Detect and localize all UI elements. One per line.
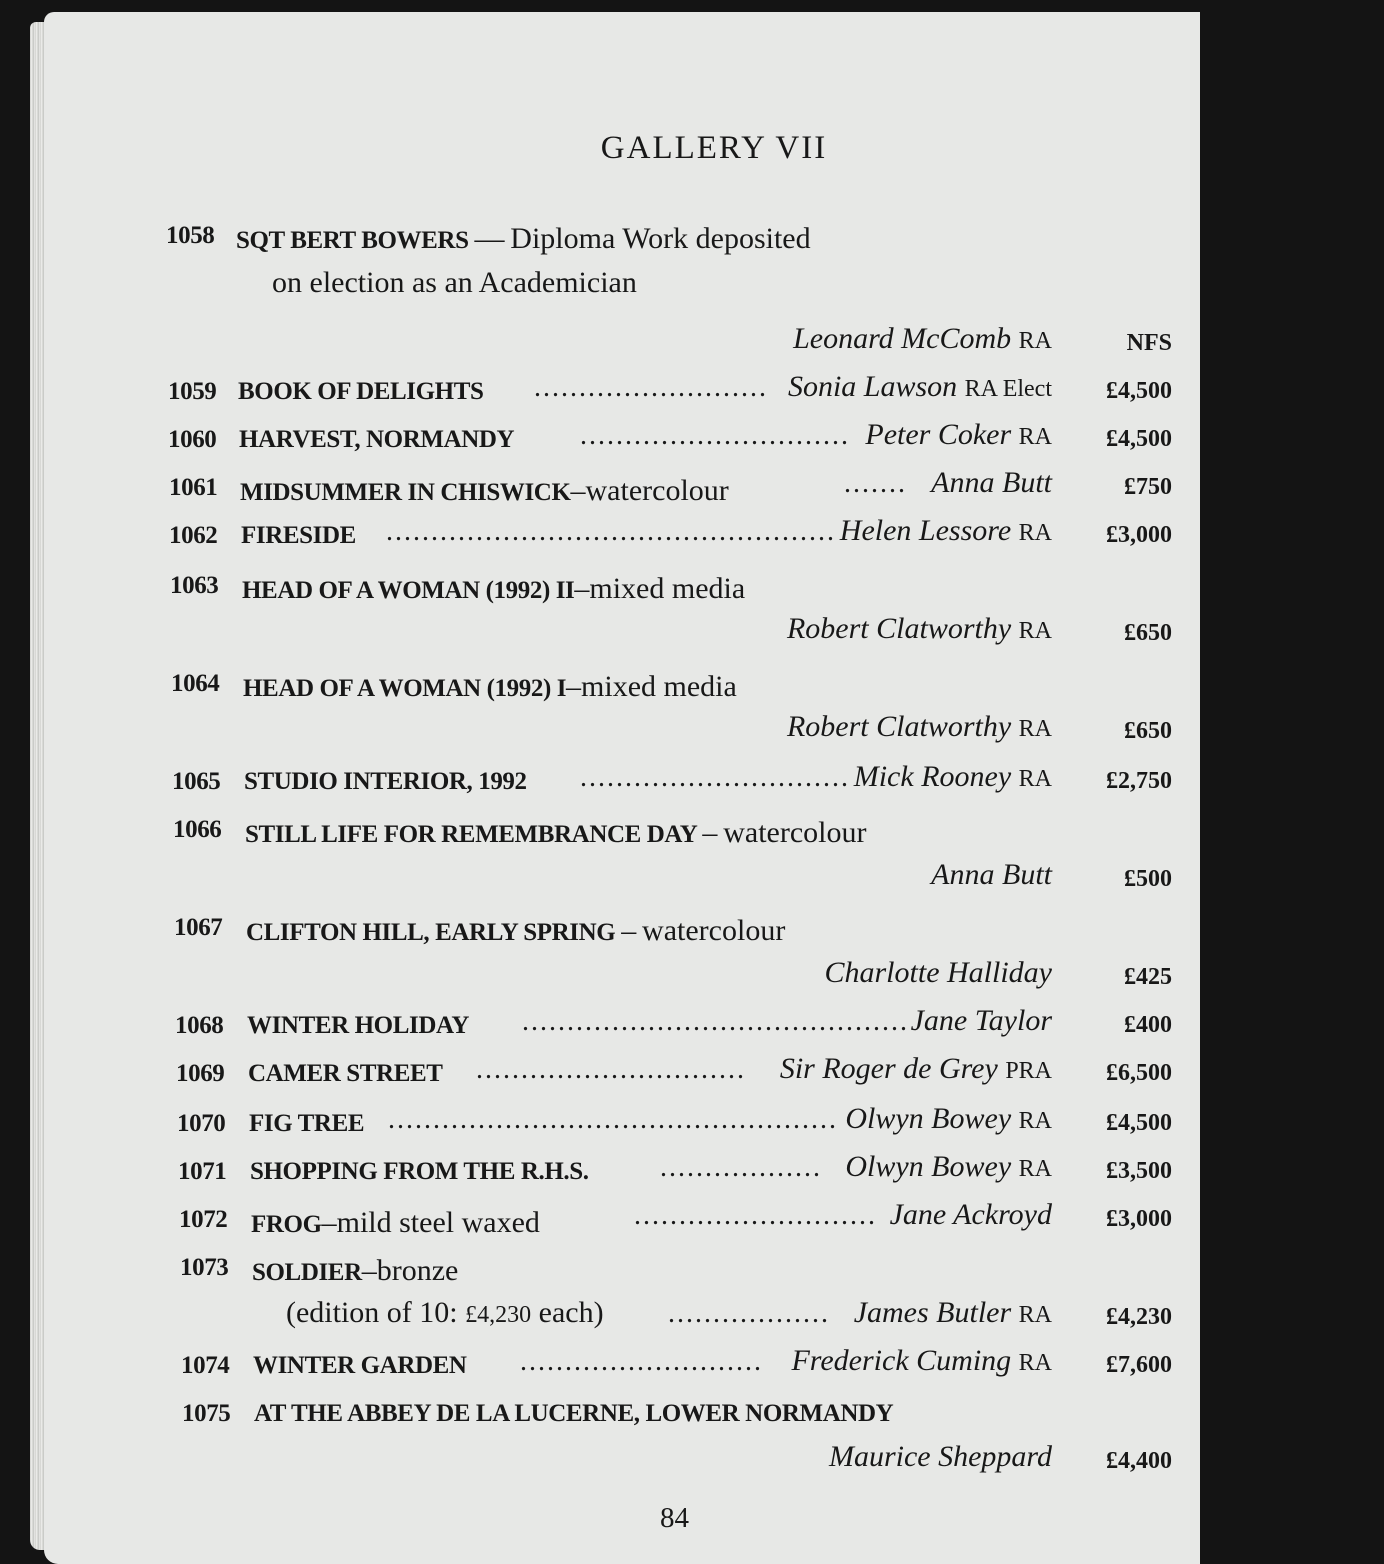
entry-price: £6,500	[1106, 1060, 1172, 1086]
entry-artist: Jane Ackroyd	[889, 1198, 1052, 1231]
entry-number: 1070	[177, 1110, 226, 1137]
entry-continuation: (edition of 10: £4,230 each)	[286, 1296, 604, 1329]
leader-dots: ..............................	[476, 1054, 746, 1085]
entry-title: HEAD OF A WOMAN (1992) I–mixed media	[243, 670, 737, 703]
entry-artist: James Butler RA	[853, 1296, 1052, 1329]
entry-title: SQT BERT BOWERS — Diploma Work deposited	[236, 222, 811, 255]
entry-title: MIDSUMMER IN CHISWICK–watercolour	[240, 474, 729, 507]
page-title: GALLERY VII	[600, 130, 828, 166]
entry-title: AT THE ABBEY DE LA LUCERNE, LOWER NORMANDY	[254, 1400, 894, 1427]
entry-1065	[44, 754, 1200, 800]
entry-number: 1064	[171, 670, 220, 697]
entry-title: WINTER GARDEN	[253, 1352, 467, 1379]
leader-dots: ..................................................	[386, 516, 836, 547]
entry-artist: Maurice Sheppard	[828, 1440, 1052, 1473]
entry-artist: Frederick Cuming RA	[791, 1344, 1052, 1377]
entry-number: 1060	[168, 426, 217, 453]
leader-dots: .......	[844, 468, 907, 499]
entry-number: 1058	[166, 222, 215, 249]
entry-number: 1059	[168, 378, 217, 405]
entry-artist: Olwyn Bowey RA	[845, 1102, 1052, 1135]
entry-number: 1075	[182, 1400, 231, 1427]
entry-price: £650	[1124, 620, 1172, 646]
entry-number: 1061	[169, 474, 218, 501]
entry-artist: Helen Lessore RA	[839, 514, 1052, 547]
entry-price: £425	[1124, 964, 1172, 990]
entry-artist: Leonard McComb RA	[793, 322, 1052, 355]
leader-dots: ..................	[660, 1152, 822, 1183]
entry-artist: Sonia Lawson RA Elect	[787, 370, 1052, 403]
entry-number: 1067	[174, 914, 223, 941]
entry-artist: Mick Rooney RA	[853, 760, 1052, 793]
entry-artist: Anna Butt	[931, 466, 1052, 499]
entry-price: £400	[1124, 1012, 1172, 1038]
entry-number: 1069	[176, 1060, 225, 1087]
entry-price: £4,500	[1106, 378, 1172, 404]
leader-dots: ...........................................	[522, 1006, 909, 1037]
entry-1070	[44, 1096, 1200, 1142]
page-number: 84	[660, 1502, 689, 1534]
entry-number: 1074	[181, 1352, 230, 1379]
entry-title: CAMER STREET	[248, 1060, 443, 1087]
entry-title: STILL LIFE FOR REMEMBRANCE DAY – watercolour	[245, 816, 867, 849]
entry-1061	[44, 460, 1200, 506]
entry-price: £2,750	[1106, 768, 1172, 794]
entry-price: £650	[1124, 718, 1172, 744]
entry-1074	[44, 1338, 1200, 1384]
entry-price: NFS	[1126, 330, 1172, 356]
entry-price: £3,000	[1106, 1206, 1172, 1232]
entry-price: £3,500	[1106, 1158, 1172, 1184]
entry-artist: Robert Clatworthy RA	[786, 710, 1052, 743]
entry-number: 1065	[172, 768, 221, 795]
entry-number: 1072	[179, 1206, 228, 1233]
entry-title: HEAD OF A WOMAN (1992) II–mixed media	[242, 572, 746, 605]
entry-price: £4,400	[1106, 1448, 1172, 1474]
leader-dots: ..................	[668, 1298, 830, 1329]
entry-title: HARVEST, NORMANDY	[239, 426, 515, 453]
entry-number: 1063	[170, 572, 219, 599]
entry-title: CLIFTON HILL, EARLY SPRING – watercolour	[246, 914, 786, 947]
entry-artist: Sir Roger de Grey PRA	[779, 1052, 1052, 1085]
entry-title: BOOK OF DELIGHTS	[238, 378, 484, 405]
entry-price: £4,500	[1106, 1110, 1172, 1136]
catalogue-page	[44, 12, 1200, 1564]
entry-price: £500	[1124, 866, 1172, 892]
leader-dots: ...........................	[634, 1200, 877, 1231]
entry-number: 1066	[173, 816, 222, 843]
entry-1059	[44, 364, 1200, 410]
leader-dots: ..............................	[580, 420, 850, 451]
leader-dots: ...........................	[520, 1346, 763, 1377]
entry-1060	[44, 412, 1200, 458]
entry-artist: Olwyn Bowey RA	[845, 1150, 1052, 1183]
entry-number: 1071	[178, 1158, 227, 1185]
entry-number: 1068	[175, 1012, 224, 1039]
entry-title: WINTER HOLIDAY	[247, 1012, 470, 1039]
entry-price: £3,000	[1106, 522, 1172, 548]
entry-1071	[44, 1144, 1200, 1190]
entry-title: SOLDIER–bronze	[252, 1254, 459, 1287]
entry-1068	[44, 998, 1200, 1044]
entry-1072	[44, 1192, 1200, 1238]
entry-price: £4,500	[1106, 426, 1172, 452]
entry-continuation: on election as an Academician	[272, 266, 637, 299]
entry-price: £4,230	[1106, 1304, 1172, 1330]
entry-1062	[44, 508, 1200, 554]
leader-dots: ..................................................	[388, 1104, 838, 1135]
entry-number: 1073	[180, 1254, 229, 1281]
entry-title: SHOPPING FROM THE R.H.S.	[250, 1158, 589, 1185]
entry-artist: Robert Clatworthy RA	[786, 612, 1052, 645]
entry-price: £7,600	[1106, 1352, 1172, 1378]
entry-artist: Charlotte Halliday	[824, 956, 1052, 989]
entry-title: FIRESIDE	[241, 522, 356, 549]
leader-dots: ..............................	[580, 762, 850, 793]
leader-dots: ..........................	[534, 372, 768, 403]
entry-title: FROG–mild steel waxed	[251, 1206, 540, 1239]
entry-title: STUDIO INTERIOR, 1992	[244, 768, 527, 795]
entry-artist: Peter Coker RA	[865, 418, 1052, 451]
entry-title: FIG TREE	[249, 1110, 365, 1137]
entry-artist: Jane Taylor	[910, 1004, 1052, 1037]
entry-1069	[44, 1046, 1200, 1092]
entry-number: 1062	[169, 522, 218, 549]
entry-artist: Anna Butt	[931, 858, 1052, 891]
entry-price: £750	[1124, 474, 1172, 500]
